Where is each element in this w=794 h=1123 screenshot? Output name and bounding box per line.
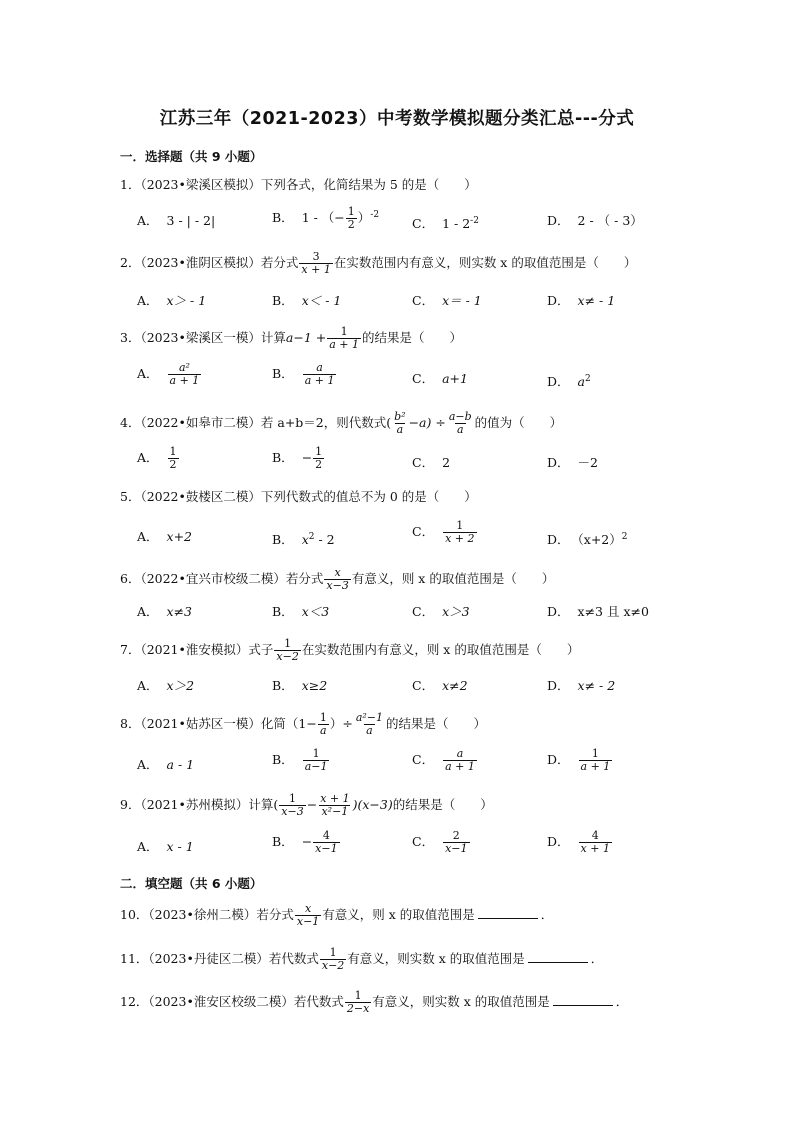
option-d: D． $\frac{4}{x + 1}$	[547, 829, 610, 855]
option-c: C． x≠2	[412, 678, 468, 693]
question-2: 2．（2023•淮阴区模拟）若分式 $\frac{3}{x + 1}$ 在实数范围内有意义，则实数 x 的取值范围是（ ）	[120, 250, 637, 276]
fraction: $\frac{1}{2}$	[347, 205, 355, 232]
question-4: 4．（2022•如皋市二模）若 a+b＝2，则代数式( $\frac{\text{b²}}{a}$ −a) ÷ $\frac{a-b}{a}$ 的值为（ ）	[120, 410, 563, 436]
option-d: D． x≠ - 1	[547, 293, 616, 308]
question-8: 8．（2021•姑苏区一模）化简（1− $\frac{1}{a}$ ）÷ $\frac{\text{a²−1}}{a}$ 的结果是（ ）	[120, 711, 487, 737]
options-1	[137, 205, 697, 234]
option-a: A． x+2	[137, 529, 193, 544]
options-2	[137, 292, 697, 314]
option-c: C． $\frac{1}{x + 2}$	[412, 519, 475, 545]
option-b: B． − $\frac{1}{2}$	[272, 445, 323, 471]
options-8	[137, 747, 697, 778]
section-heading-choice: 一．选择题（共 9 小题）	[120, 149, 263, 164]
option-c: C． x＞3	[412, 604, 470, 619]
answer-blank[interactable]	[528, 950, 588, 963]
option-c: C． a+1	[412, 371, 468, 386]
option-b: B． − $\frac{4}{x-1}$	[272, 829, 338, 855]
option-d: D． $\frac{1}{a + 1}$	[547, 747, 611, 773]
question-number: 1．	[120, 177, 141, 192]
option-a: A． x - 1	[137, 839, 194, 854]
question-source: （2023•梁溪区模拟）	[140, 177, 261, 192]
option-b: B． x≥2	[272, 678, 328, 693]
option-d: D． $a^2$	[547, 374, 591, 390]
option-b: B． x＜3	[272, 604, 330, 619]
section-heading-fill: 二．填空题（共 6 小题）	[120, 876, 263, 891]
option-c: C． $\frac{2}{x-1}$	[412, 829, 468, 855]
option-b: B． 1 - （− $\frac{1}{2}$ ）$^{-2}$	[272, 205, 380, 232]
question-7: 7．（2021•淮安模拟）式子 $\frac{1}{x-2}$ 在实数范围内有意义，则 x 的取值范围是（ ）	[120, 637, 580, 663]
question-1	[120, 176, 680, 194]
option-a: A． $\frac{\text{a²}}{a + 1}$	[137, 361, 200, 387]
page-title: 江苏三年（2021-2023）中考数学模拟题分类汇总---分式	[159, 109, 635, 129]
question-12: 12．（2023•淮安区校级二模）若代数式 $\frac{1}{2-x}$ 有意义，则实数 x 的取值范围是 ．	[120, 989, 629, 1015]
option-c: C． $1 - 2^{-2}$	[412, 216, 479, 232]
option-d: D． －2	[547, 455, 598, 470]
answer-blank[interactable]	[553, 993, 613, 1006]
options-3	[137, 361, 697, 392]
option-b: B． $\frac{a}{a + 1}$	[272, 361, 335, 387]
options-5	[137, 519, 697, 550]
option-d: D． x≠ - 2	[547, 678, 616, 693]
option-a: A． x≠3	[137, 604, 193, 619]
option-d: D． 2 - （ - 3）	[547, 213, 643, 228]
fraction: $\frac{1}{a + 1}$	[329, 325, 360, 351]
option-a: A． $\frac{1}{2}$	[137, 445, 177, 471]
option-a: A． 3 - | - 2|	[137, 213, 216, 228]
question-10: 10．（2023•徐州二模）若分式 $\frac{x}{x-1}$ 有意义，则 x 的取值范围是 ．	[120, 902, 554, 928]
question-5: 5．（2022•鼓楼区二模）下列代数式的值总不为 0 的是（ ）	[120, 489, 477, 504]
question-3: 3．（2023•梁溪区一模）计算a−1 + $\frac{1}{a + 1}$ 的结果是（ ）	[120, 325, 463, 351]
options-7	[137, 677, 697, 699]
option-b: B． $x^2 - 2$	[272, 532, 335, 548]
option-c: C． x＝ - 1	[412, 293, 482, 308]
options-9	[137, 829, 697, 860]
option-b: B． $\frac{1}{a-1}$	[272, 747, 328, 773]
options-6	[137, 603, 697, 625]
question-9: 9．（2021•苏州模拟）计算( $\frac{1}{x-3}$ − $\frac{x + 1}{\text{x²−1}}$ )(x−3)的结果是（ ）	[120, 792, 493, 818]
question-stem: 下列各式，化简结果为 5 的是（ ）	[260, 177, 477, 192]
option-d: D． $(x+2)^2$	[547, 532, 628, 548]
option-c: C． $\frac{a}{a + 1}$	[412, 747, 475, 773]
option-d: D． x≠3 且 x≠0	[547, 604, 649, 619]
option-a: A． a - 1	[137, 757, 195, 772]
option-b: B． x＜ - 1	[272, 293, 342, 308]
option-a: A． x＞ - 1	[137, 293, 207, 308]
option-c: C． 2	[412, 455, 451, 470]
options-4	[137, 445, 697, 476]
fraction: $\frac{3}{x + 1}$	[301, 250, 331, 276]
question-11: 11．（2023•丹徒区二模）若代数式 $\frac{1}{x-2}$ 有意义，则实数 x 的取值范围是 ．	[120, 946, 604, 972]
option-a: A． x＞2	[137, 678, 195, 693]
question-6: 6．（2022•宜兴市校级二模）若分式 $\frac{x}{x-3}$ 有意义，则 x 的取值范围是（ ）	[120, 566, 555, 592]
answer-blank[interactable]	[478, 906, 538, 919]
